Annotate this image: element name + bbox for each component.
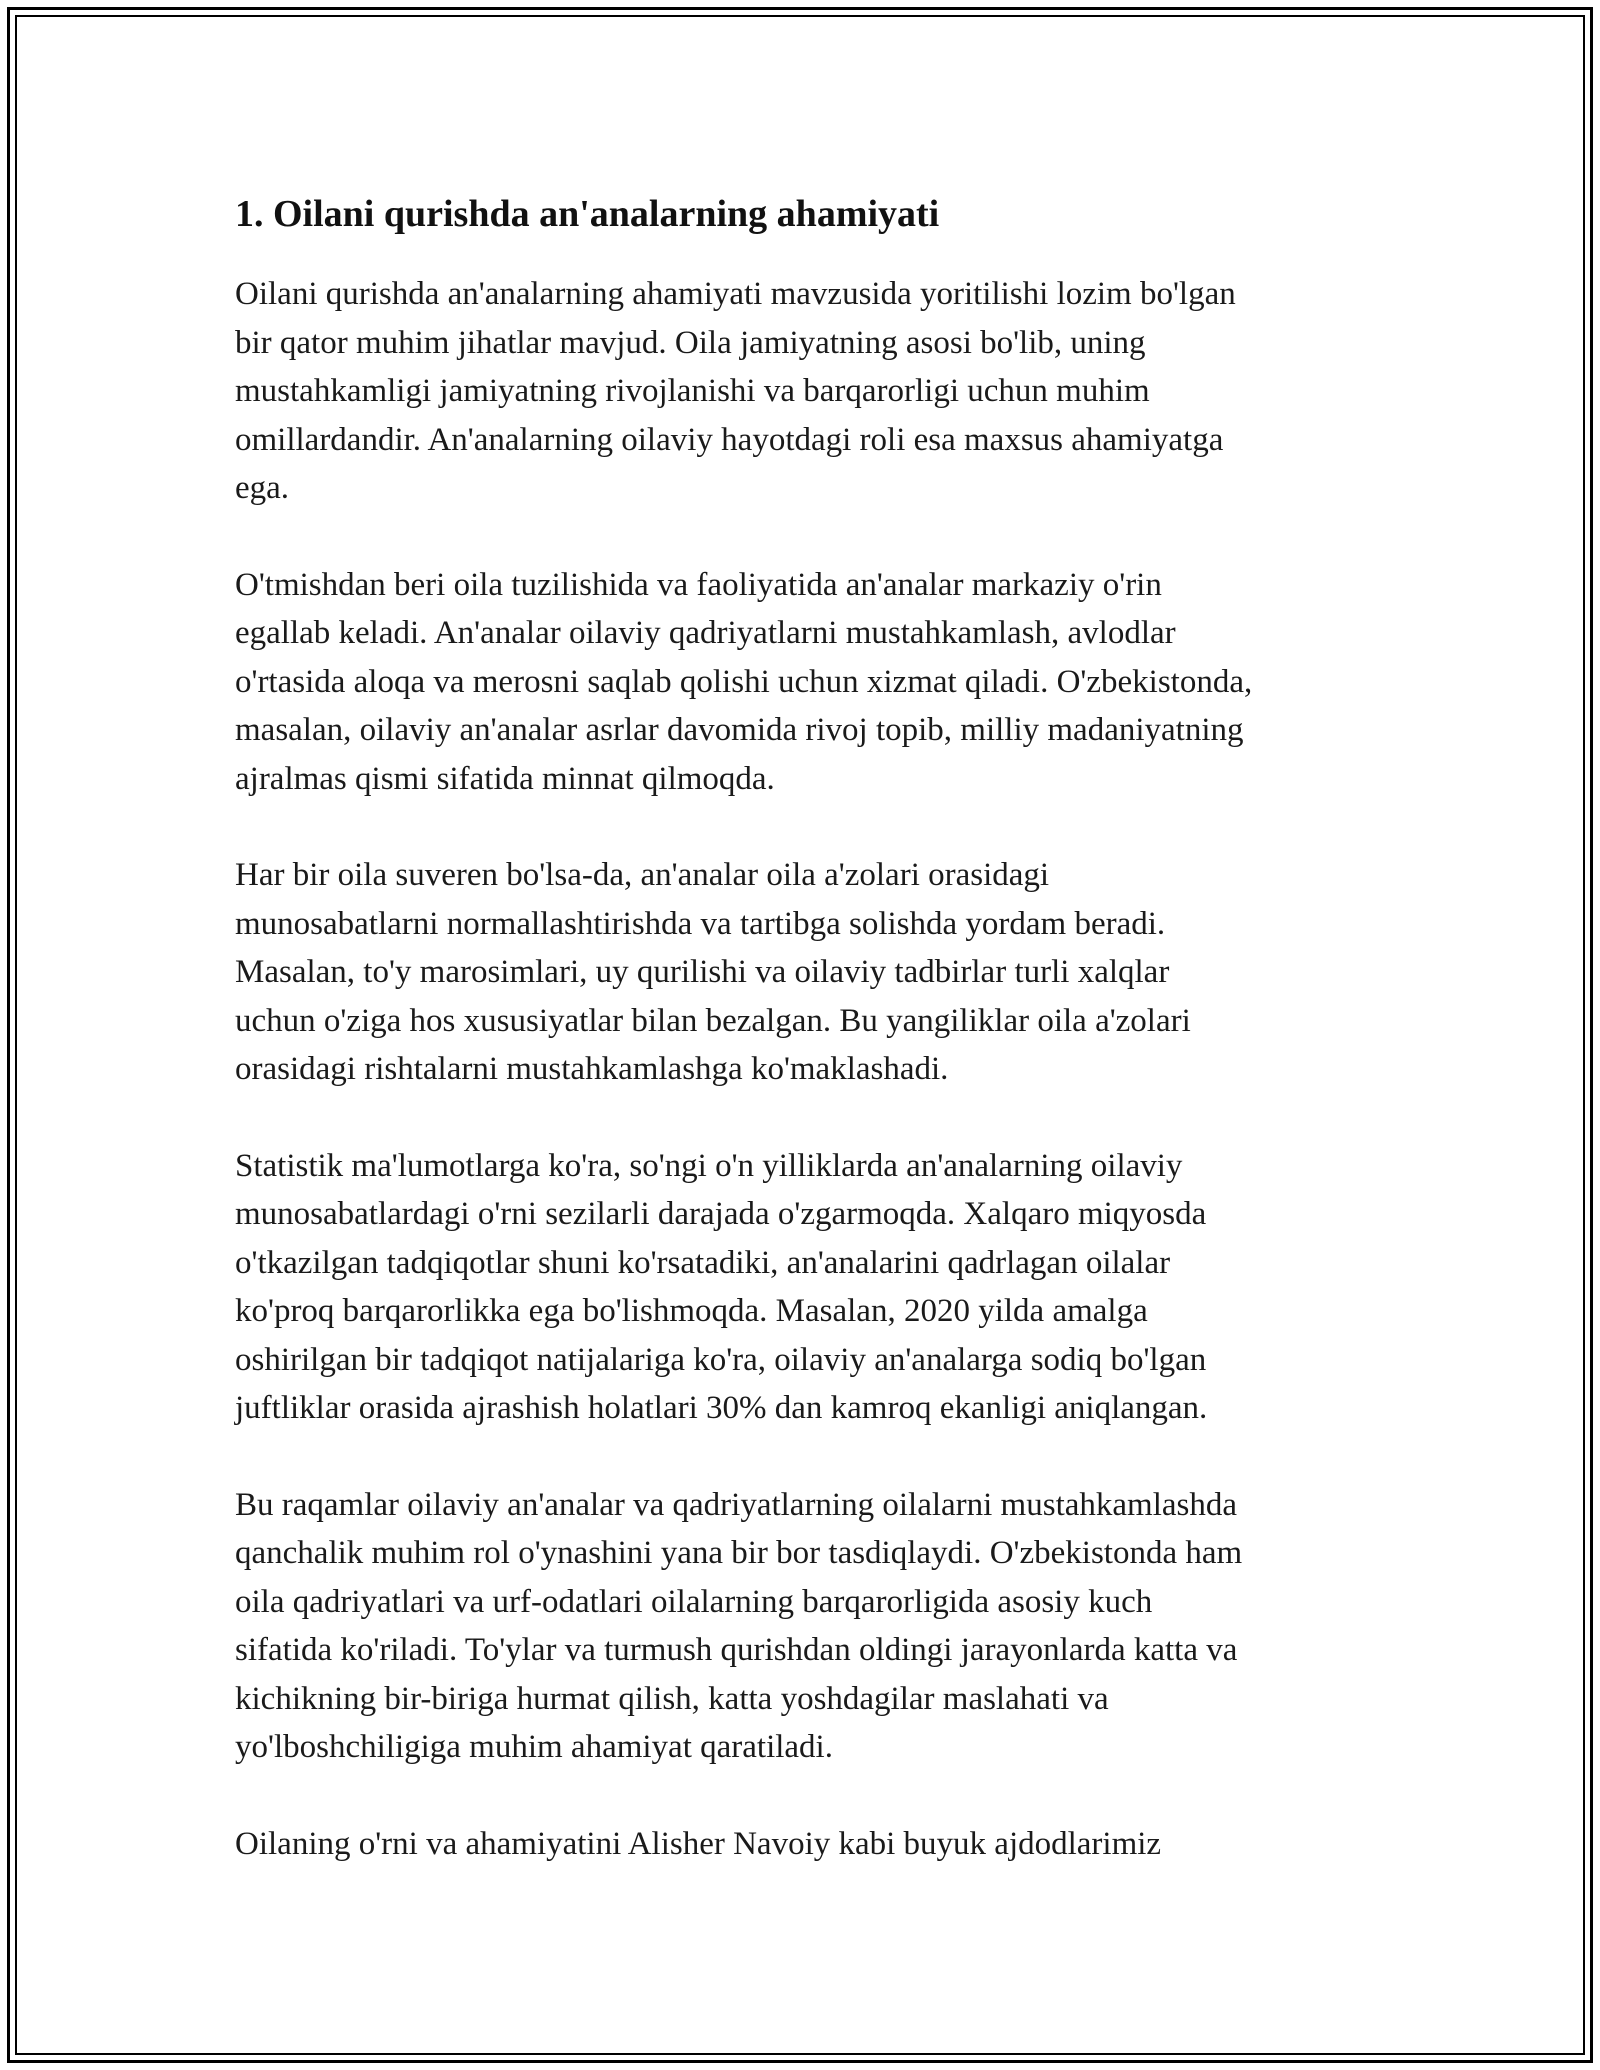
text-line: masalan, oilaviy an'analar asrlar davomida rivoj topib, milliy madaniyatning	[235, 712, 1244, 748]
text-line: O'tmishdan beri oila tuzilishida va faoliyatida an'analar markaziy o'rin	[235, 566, 1162, 603]
text-line: oshirilgan bir tadqiqot natijalariga ko'ra, oilaviy an'analarga sodiq bo'lgan	[235, 1341, 1207, 1378]
section-title: 1. Oilani qurishda an'analarning ahamiyati	[235, 193, 940, 235]
text-line: uchun o'ziga hos xususiyatlar bilan bezalgan. Bu yangiliklar oila a'zolari	[235, 1002, 1191, 1039]
text-line: kichikning bir-biriga hurmat qilish, katta yoshdagilar maslahati va	[235, 1680, 1109, 1717]
text-line: egallab keladi. An'analar oilaviy qadriyatlarni mustahkamlash, avlodlar	[235, 615, 1176, 651]
paragraph-5	[235, 1481, 1385, 1772]
text-line: o'tkazilgan tadqiqotlar shuni ko'rsatadiki, an'analarini qadrlagan oilalar	[235, 1244, 1171, 1281]
paragraph-3	[235, 851, 1385, 1094]
paragraph-2	[235, 561, 1385, 804]
text-line: Oilaning o'rni va ahamiyatini Alisher Navoiy kabi buyuk ajdodlarimiz	[235, 1825, 1162, 1862]
text-line: juftliklar orasida ajrashish holatlari 30% dan kamroq ekanligi aniqlangan.	[235, 1390, 1208, 1426]
text-line: munosabatlarni normallashtirishda va tartibga solishda yordam beradi.	[235, 905, 1166, 942]
paragraph-6	[235, 1820, 1385, 1869]
text-line: Har bir oila suveren bo'lsa-da, an'analar oila a'zolari orasidagi	[235, 857, 1050, 893]
text-line: mustahkamligi jamiyatning rivojlanishi va barqarorligi uchun muhim	[235, 373, 1150, 409]
text-line: ko'proq barqarorlikka ega bo'lishmoqda. Masalan, 2020 yilda amalga	[235, 1293, 1148, 1329]
text-line: o'rtasida aloqa va merosni saqlab qolishi uchun xizmat qiladi. O'zbekistonda,	[235, 663, 1253, 700]
text-line: oila qadriyatlari va urf-odatlari oilalarning barqarorligida asosiy kuch	[235, 1583, 1153, 1620]
paragraph-4	[235, 1142, 1385, 1433]
text-line: sifatida ko'riladi. To'ylar va turmush qurishdan oldingi jarayonlarda katta va	[235, 1632, 1238, 1668]
text-line: qanchalik muhim rol o'ynashini yana bir bor tasdiqlaydi. O'zbekistonda ham	[235, 1535, 1243, 1571]
text-line: Bu raqamlar oilaviy an'analar va qadriyatlarning oilalarni mustahkamlashda	[235, 1486, 1238, 1523]
text-line: orasidagi rishtalarni mustahkamlashga ko'maklashadi.	[235, 1051, 949, 1087]
text-line: ajralmas qismi sifatida minnat qilmoqda.	[235, 760, 775, 797]
text-line: omillardandir. An'analarning oilaviy hayotdagi roli esa maxsus ahamiyatga	[235, 421, 1224, 458]
text-line: ega.	[235, 470, 290, 506]
text-line: yo'lboshchiligiga muhim ahamiyat qaratiladi.	[235, 1729, 833, 1765]
text-line: Masalan, to'y marosimlari, uy qurilishi va oilaviy tadbirlar turli xalqlar	[235, 954, 1170, 990]
paragraph-1	[235, 270, 1385, 513]
text-line: bir qator muhim jihatlar mavjud. Oila jamiyatning asosi bo'lib, uning	[235, 324, 1146, 361]
text-line: munosabatlardagi o'rni sezilarli darajada o'zgarmoqda. Xalqaro miqyosda	[235, 1196, 1207, 1232]
document-body	[235, 188, 1385, 1916]
text-line: Statistik ma'lumotlarga ko'ra, so'ngi o'n yilliklarda an'analarning oilaviy	[235, 1147, 1183, 1184]
text-line: Oilani qurishda an'analarning ahamiyati mavzusida yoritilishi lozim bo'lgan	[235, 276, 1236, 312]
